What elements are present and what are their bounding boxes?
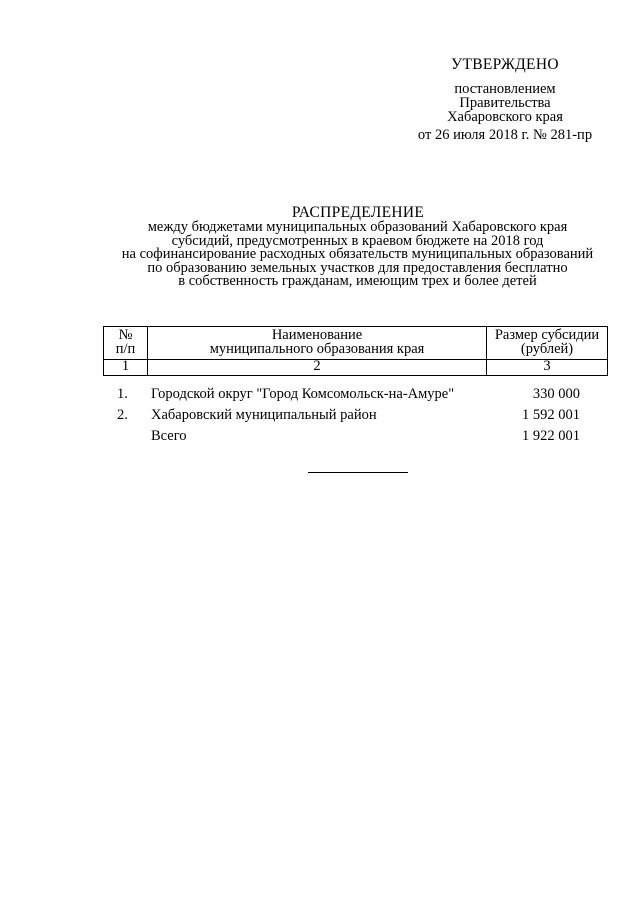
- approval-stamp: [400, 58, 610, 142]
- document-title: РАСПРЕДЕЛЕНИЕ: [291, 204, 425, 221]
- row-amount: 1 922 001: [522, 428, 580, 444]
- column-number: 1: [104, 360, 148, 376]
- table-total-row: [103, 428, 608, 449]
- subtitle-line: между бюджетами муниципальных образований Хабаровского края: [147, 219, 568, 235]
- end-rule-divider: [308, 472, 408, 473]
- subtitle-line: по образованию земельных участков для предоставления бесплатно: [147, 259, 568, 276]
- row-name: Всего: [151, 428, 187, 444]
- header-text: муниципального образования края: [209, 340, 425, 357]
- approval-heading: УТВЕРЖДЕНО: [451, 56, 559, 73]
- approval-line: Правительства: [459, 95, 551, 111]
- approval-line: Хабаровского края: [447, 109, 563, 125]
- table-header-row: [104, 327, 608, 360]
- row-amount: 330 000: [532, 386, 580, 402]
- table-row: [103, 407, 608, 428]
- distribution-table-header: [103, 326, 608, 376]
- subtitle-line: на софинансирование расходных обязательств муниципальных образований: [121, 246, 594, 263]
- header-text: Наименование: [271, 327, 363, 343]
- row-amount: 1 592 001: [522, 407, 580, 423]
- approval-date: от 26 июля 2018 г. № 281-пр: [417, 127, 593, 143]
- header-amount-cell: [487, 327, 608, 360]
- header-text: №: [118, 327, 133, 343]
- approval-line: постановлением: [454, 81, 556, 97]
- document-subtitle: [105, 221, 610, 289]
- header-text: п/п: [115, 340, 136, 357]
- table-row: [103, 386, 608, 407]
- distribution-table-body: [103, 386, 608, 449]
- header-text: (рублей): [520, 340, 574, 357]
- header-number-cell: [104, 327, 148, 360]
- row-number: 2.: [117, 407, 128, 423]
- column-number-row: [104, 360, 608, 376]
- row-number: 1.: [117, 386, 128, 402]
- column-number: 2: [148, 360, 487, 376]
- subtitle-line: субсидий, предусмотренных в краевом бюджете на 2018 год: [171, 232, 544, 249]
- header-text: Размер субсидии: [494, 327, 600, 343]
- column-number: 3: [487, 360, 608, 376]
- row-name: Хабаровский муниципальный район: [151, 407, 377, 423]
- subtitle-line: в собственность гражданам, имеющим трех и более детей: [178, 273, 537, 290]
- row-name: Городской округ "Город Комсомольск-на-Амуре": [151, 386, 455, 402]
- header-name-cell: [148, 327, 487, 360]
